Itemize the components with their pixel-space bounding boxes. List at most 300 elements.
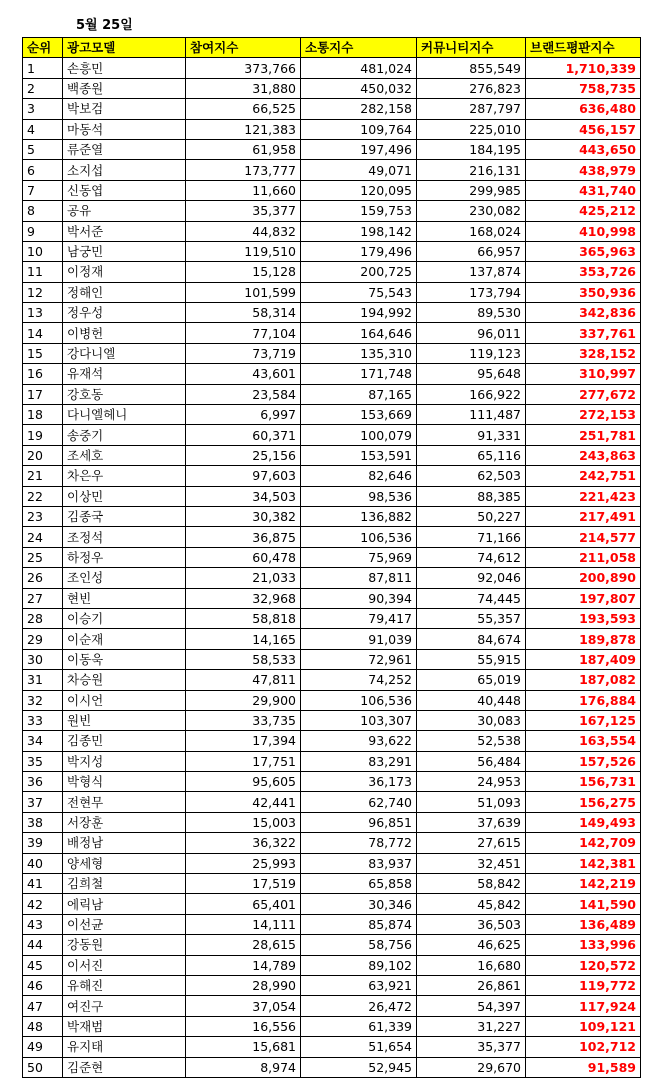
- cell-participation: 33,735: [186, 710, 301, 730]
- cell-community: 74,445: [417, 588, 526, 608]
- table-row: [23, 139, 641, 159]
- cell-rank: 28: [23, 608, 63, 628]
- cell-rank: 13: [23, 303, 63, 323]
- table-row: [23, 527, 641, 547]
- cell-rank: 37: [23, 792, 63, 812]
- cell-participation: 101,599: [186, 282, 301, 302]
- cell-model: 신동엽: [63, 180, 186, 200]
- table-row: [23, 894, 641, 914]
- cell-community: 137,874: [417, 262, 526, 282]
- cell-participation: 35,377: [186, 201, 301, 221]
- cell-communication: 52,945: [301, 1057, 417, 1077]
- cell-model: 박서준: [63, 221, 186, 241]
- cell-participation: 77,104: [186, 323, 301, 343]
- cell-community: 45,842: [417, 894, 526, 914]
- cell-community: 29,670: [417, 1057, 526, 1077]
- cell-rank: 41: [23, 874, 63, 894]
- table-row: [23, 99, 641, 119]
- cell-rank: 11: [23, 262, 63, 282]
- cell-participation: 47,811: [186, 670, 301, 690]
- cell-participation: 30,382: [186, 506, 301, 526]
- cell-model: 이서진: [63, 955, 186, 975]
- header-model: 광고모델: [63, 38, 186, 58]
- cell-model: 김종국: [63, 506, 186, 526]
- cell-participation: 58,314: [186, 303, 301, 323]
- cell-brand-reputation: 136,489: [526, 914, 641, 934]
- cell-rank: 1: [23, 58, 63, 78]
- cell-rank: 20: [23, 445, 63, 465]
- table-row: [23, 364, 641, 384]
- cell-communication: 87,165: [301, 384, 417, 404]
- cell-model: 백종원: [63, 78, 186, 98]
- cell-rank: 46: [23, 975, 63, 995]
- cell-communication: 79,417: [301, 608, 417, 628]
- cell-model: 박지성: [63, 751, 186, 771]
- cell-brand-reputation: 365,963: [526, 241, 641, 261]
- cell-brand-reputation: 272,153: [526, 405, 641, 425]
- cell-community: 184,195: [417, 139, 526, 159]
- cell-rank: 44: [23, 935, 63, 955]
- table-row: [23, 119, 641, 139]
- cell-rank: 42: [23, 894, 63, 914]
- cell-rank: 8: [23, 201, 63, 221]
- table-row: [23, 303, 641, 323]
- cell-brand-reputation: 163,554: [526, 731, 641, 751]
- cell-rank: 50: [23, 1057, 63, 1077]
- cell-communication: 26,472: [301, 996, 417, 1016]
- table-row: [23, 547, 641, 567]
- cell-model: 이정재: [63, 262, 186, 282]
- cell-communication: 61,339: [301, 1016, 417, 1036]
- cell-brand-reputation: 425,212: [526, 201, 641, 221]
- cell-community: 55,357: [417, 608, 526, 628]
- cell-participation: 36,322: [186, 833, 301, 853]
- cell-model: 강동원: [63, 935, 186, 955]
- cell-model: 이승기: [63, 608, 186, 628]
- cell-brand-reputation: 142,709: [526, 833, 641, 853]
- cell-rank: 39: [23, 833, 63, 853]
- cell-participation: 61,958: [186, 139, 301, 159]
- cell-brand-reputation: 193,593: [526, 608, 641, 628]
- cell-communication: 58,756: [301, 935, 417, 955]
- cell-participation: 14,165: [186, 629, 301, 649]
- cell-communication: 90,394: [301, 588, 417, 608]
- cell-community: 299,985: [417, 180, 526, 200]
- cell-communication: 106,536: [301, 690, 417, 710]
- cell-model: 유재석: [63, 364, 186, 384]
- cell-community: 66,957: [417, 241, 526, 261]
- cell-brand-reputation: 342,836: [526, 303, 641, 323]
- cell-brand-reputation: 109,121: [526, 1016, 641, 1036]
- table-row: [23, 241, 641, 261]
- cell-model: 송중기: [63, 425, 186, 445]
- cell-participation: 60,478: [186, 547, 301, 567]
- cell-communication: 197,496: [301, 139, 417, 159]
- cell-brand-reputation: 197,807: [526, 588, 641, 608]
- cell-model: 조세호: [63, 445, 186, 465]
- cell-community: 88,385: [417, 486, 526, 506]
- cell-rank: 30: [23, 649, 63, 669]
- cell-community: 216,131: [417, 160, 526, 180]
- cell-community: 46,625: [417, 935, 526, 955]
- table-row: [23, 670, 641, 690]
- table-row: [23, 710, 641, 730]
- cell-model: 조인성: [63, 568, 186, 588]
- cell-participation: 34,503: [186, 486, 301, 506]
- cell-rank: 15: [23, 343, 63, 363]
- cell-community: 55,915: [417, 649, 526, 669]
- cell-brand-reputation: 438,979: [526, 160, 641, 180]
- table-row: [23, 323, 641, 343]
- cell-communication: 96,851: [301, 812, 417, 832]
- cell-communication: 179,496: [301, 241, 417, 261]
- cell-community: 52,538: [417, 731, 526, 751]
- header-brand-reputation: 브랜드평판지수: [526, 38, 641, 58]
- header-participation: 참여지수: [186, 38, 301, 58]
- cell-community: 56,484: [417, 751, 526, 771]
- table-row: [23, 568, 641, 588]
- cell-brand-reputation: 119,772: [526, 975, 641, 995]
- cell-communication: 106,536: [301, 527, 417, 547]
- table-row: [23, 1016, 641, 1036]
- cell-participation: 25,993: [186, 853, 301, 873]
- cell-brand-reputation: 102,712: [526, 1037, 641, 1057]
- cell-rank: 23: [23, 506, 63, 526]
- cell-communication: 120,095: [301, 180, 417, 200]
- table-body: [23, 58, 641, 1078]
- cell-communication: 153,669: [301, 405, 417, 425]
- cell-model: 정우성: [63, 303, 186, 323]
- cell-brand-reputation: 456,157: [526, 119, 641, 139]
- cell-brand-reputation: 217,491: [526, 506, 641, 526]
- cell-rank: 49: [23, 1037, 63, 1057]
- cell-rank: 18: [23, 405, 63, 425]
- table-row: [23, 935, 641, 955]
- cell-model: 김종민: [63, 731, 186, 751]
- cell-communication: 83,937: [301, 853, 417, 873]
- cell-model: 양세형: [63, 853, 186, 873]
- cell-participation: 42,441: [186, 792, 301, 812]
- cell-communication: 153,591: [301, 445, 417, 465]
- cell-brand-reputation: 149,493: [526, 812, 641, 832]
- cell-community: 65,019: [417, 670, 526, 690]
- cell-model: 유지태: [63, 1037, 186, 1057]
- cell-communication: 74,252: [301, 670, 417, 690]
- cell-community: 36,503: [417, 914, 526, 934]
- table-row: [23, 221, 641, 241]
- cell-participation: 23,584: [186, 384, 301, 404]
- cell-rank: 4: [23, 119, 63, 139]
- cell-participation: 25,156: [186, 445, 301, 465]
- cell-communication: 30,346: [301, 894, 417, 914]
- table-row: [23, 772, 641, 792]
- table-row: [23, 506, 641, 526]
- cell-community: 119,123: [417, 343, 526, 363]
- cell-community: 855,549: [417, 58, 526, 78]
- table-row: [23, 975, 641, 995]
- cell-model: 유해진: [63, 975, 186, 995]
- cell-participation: 11,660: [186, 180, 301, 200]
- cell-brand-reputation: 187,409: [526, 649, 641, 669]
- cell-participation: 8,974: [186, 1057, 301, 1077]
- table-row: [23, 996, 641, 1016]
- brand-reputation-table: [22, 37, 641, 1078]
- cell-brand-reputation: 443,650: [526, 139, 641, 159]
- cell-model: 조정석: [63, 527, 186, 547]
- table-row: [23, 445, 641, 465]
- cell-rank: 5: [23, 139, 63, 159]
- cell-participation: 6,997: [186, 405, 301, 425]
- table-row: [23, 874, 641, 894]
- cell-model: 마동석: [63, 119, 186, 139]
- cell-community: 92,046: [417, 568, 526, 588]
- cell-communication: 89,102: [301, 955, 417, 975]
- cell-rank: 36: [23, 772, 63, 792]
- cell-community: 30,083: [417, 710, 526, 730]
- cell-communication: 481,024: [301, 58, 417, 78]
- cell-participation: 17,394: [186, 731, 301, 751]
- table-row: [23, 486, 641, 506]
- cell-rank: 9: [23, 221, 63, 241]
- cell-communication: 159,753: [301, 201, 417, 221]
- cell-model: 공유: [63, 201, 186, 221]
- cell-brand-reputation: 310,997: [526, 364, 641, 384]
- cell-model: 이시언: [63, 690, 186, 710]
- cell-model: 이동욱: [63, 649, 186, 669]
- cell-brand-reputation: 214,577: [526, 527, 641, 547]
- cell-model: 이순재: [63, 629, 186, 649]
- cell-brand-reputation: 243,863: [526, 445, 641, 465]
- cell-community: 168,024: [417, 221, 526, 241]
- cell-brand-reputation: 1,710,339: [526, 58, 641, 78]
- cell-brand-reputation: 636,480: [526, 99, 641, 119]
- cell-community: 173,794: [417, 282, 526, 302]
- cell-communication: 75,543: [301, 282, 417, 302]
- cell-model: 남궁민: [63, 241, 186, 261]
- cell-rank: 12: [23, 282, 63, 302]
- table-row: [23, 853, 641, 873]
- cell-participation: 21,033: [186, 568, 301, 588]
- cell-community: 51,093: [417, 792, 526, 812]
- cell-communication: 87,811: [301, 568, 417, 588]
- cell-community: 26,861: [417, 975, 526, 995]
- cell-community: 74,612: [417, 547, 526, 567]
- cell-participation: 15,003: [186, 812, 301, 832]
- table-row: [23, 629, 641, 649]
- table-row: [23, 792, 641, 812]
- cell-model: 여진구: [63, 996, 186, 1016]
- cell-brand-reputation: 211,058: [526, 547, 641, 567]
- table-row: [23, 282, 641, 302]
- cell-rank: 21: [23, 466, 63, 486]
- cell-community: 225,010: [417, 119, 526, 139]
- cell-communication: 198,142: [301, 221, 417, 241]
- cell-rank: 38: [23, 812, 63, 832]
- cell-rank: 45: [23, 955, 63, 975]
- cell-brand-reputation: 117,924: [526, 996, 641, 1016]
- cell-rank: 40: [23, 853, 63, 873]
- cell-brand-reputation: 156,275: [526, 792, 641, 812]
- cell-community: 95,648: [417, 364, 526, 384]
- cell-rank: 48: [23, 1016, 63, 1036]
- cell-participation: 95,605: [186, 772, 301, 792]
- cell-communication: 103,307: [301, 710, 417, 730]
- cell-rank: 2: [23, 78, 63, 98]
- cell-rank: 32: [23, 690, 63, 710]
- cell-brand-reputation: 328,152: [526, 343, 641, 363]
- table-row: [23, 690, 641, 710]
- cell-community: 111,487: [417, 405, 526, 425]
- cell-model: 서장훈: [63, 812, 186, 832]
- cell-community: 287,797: [417, 99, 526, 119]
- cell-participation: 58,533: [186, 649, 301, 669]
- cell-model: 박보검: [63, 99, 186, 119]
- cell-brand-reputation: 200,890: [526, 568, 641, 588]
- cell-model: 손흥민: [63, 58, 186, 78]
- cell-communication: 200,725: [301, 262, 417, 282]
- table-row: [23, 588, 641, 608]
- cell-rank: 43: [23, 914, 63, 934]
- cell-participation: 65,401: [186, 894, 301, 914]
- table-row: [23, 751, 641, 771]
- cell-rank: 6: [23, 160, 63, 180]
- cell-community: 89,530: [417, 303, 526, 323]
- cell-communication: 83,291: [301, 751, 417, 771]
- date-label: 5월 25일: [76, 18, 133, 33]
- cell-community: 27,615: [417, 833, 526, 853]
- cell-communication: 450,032: [301, 78, 417, 98]
- cell-model: 김희철: [63, 874, 186, 894]
- cell-brand-reputation: 758,735: [526, 78, 641, 98]
- cell-model: 이병헌: [63, 323, 186, 343]
- cell-communication: 85,874: [301, 914, 417, 934]
- cell-communication: 171,748: [301, 364, 417, 384]
- table-row: [23, 608, 641, 628]
- cell-participation: 66,525: [186, 99, 301, 119]
- cell-community: 35,377: [417, 1037, 526, 1057]
- cell-brand-reputation: 167,125: [526, 710, 641, 730]
- cell-communication: 65,858: [301, 874, 417, 894]
- cell-communication: 194,992: [301, 303, 417, 323]
- cell-community: 50,227: [417, 506, 526, 526]
- cell-model: 강호동: [63, 384, 186, 404]
- cell-participation: 58,818: [186, 608, 301, 628]
- cell-communication: 136,882: [301, 506, 417, 526]
- cell-community: 16,680: [417, 955, 526, 975]
- table-row: [23, 160, 641, 180]
- cell-brand-reputation: 410,998: [526, 221, 641, 241]
- cell-participation: 44,832: [186, 221, 301, 241]
- cell-community: 91,331: [417, 425, 526, 445]
- cell-rank: 17: [23, 384, 63, 404]
- cell-model: 소지섭: [63, 160, 186, 180]
- cell-rank: 24: [23, 527, 63, 547]
- cell-model: 정해인: [63, 282, 186, 302]
- cell-model: 전현무: [63, 792, 186, 812]
- header-communication: 소통지수: [301, 38, 417, 58]
- table-row: [23, 180, 641, 200]
- cell-participation: 173,777: [186, 160, 301, 180]
- cell-brand-reputation: 242,751: [526, 466, 641, 486]
- cell-brand-reputation: 133,996: [526, 935, 641, 955]
- cell-communication: 98,536: [301, 486, 417, 506]
- cell-community: 62,503: [417, 466, 526, 486]
- table-row: [23, 425, 641, 445]
- cell-brand-reputation: 277,672: [526, 384, 641, 404]
- cell-communication: 78,772: [301, 833, 417, 853]
- cell-participation: 37,054: [186, 996, 301, 1016]
- cell-communication: 282,158: [301, 99, 417, 119]
- table-row: [23, 405, 641, 425]
- cell-brand-reputation: 221,423: [526, 486, 641, 506]
- table-row: [23, 955, 641, 975]
- cell-rank: 34: [23, 731, 63, 751]
- cell-participation: 14,111: [186, 914, 301, 934]
- cell-participation: 121,383: [186, 119, 301, 139]
- table-row: [23, 343, 641, 363]
- cell-participation: 15,128: [186, 262, 301, 282]
- cell-community: 40,448: [417, 690, 526, 710]
- cell-communication: 72,961: [301, 649, 417, 669]
- cell-community: 24,953: [417, 772, 526, 792]
- table-row: [23, 384, 641, 404]
- cell-communication: 36,173: [301, 772, 417, 792]
- cell-participation: 97,603: [186, 466, 301, 486]
- cell-rank: 7: [23, 180, 63, 200]
- cell-brand-reputation: 251,781: [526, 425, 641, 445]
- cell-model: 류준열: [63, 139, 186, 159]
- header-community: 커뮤니티지수: [417, 38, 526, 58]
- cell-brand-reputation: 120,572: [526, 955, 641, 975]
- cell-rank: 33: [23, 710, 63, 730]
- cell-communication: 164,646: [301, 323, 417, 343]
- cell-model: 원빈: [63, 710, 186, 730]
- cell-participation: 373,766: [186, 58, 301, 78]
- cell-community: 96,011: [417, 323, 526, 343]
- cell-communication: 109,764: [301, 119, 417, 139]
- cell-rank: 16: [23, 364, 63, 384]
- table-row: [23, 731, 641, 751]
- cell-model: 이상민: [63, 486, 186, 506]
- cell-participation: 36,875: [186, 527, 301, 547]
- cell-brand-reputation: 353,726: [526, 262, 641, 282]
- cell-community: 37,639: [417, 812, 526, 832]
- cell-communication: 93,622: [301, 731, 417, 751]
- cell-model: 김준현: [63, 1057, 186, 1077]
- cell-participation: 73,719: [186, 343, 301, 363]
- cell-brand-reputation: 189,878: [526, 629, 641, 649]
- cell-community: 84,674: [417, 629, 526, 649]
- cell-model: 현빈: [63, 588, 186, 608]
- table-row: [23, 914, 641, 934]
- table-row: [23, 649, 641, 669]
- cell-rank: 14: [23, 323, 63, 343]
- cell-model: 배정남: [63, 833, 186, 853]
- cell-communication: 100,079: [301, 425, 417, 445]
- cell-participation: 14,789: [186, 955, 301, 975]
- cell-brand-reputation: 142,219: [526, 874, 641, 894]
- cell-communication: 75,969: [301, 547, 417, 567]
- cell-brand-reputation: 176,884: [526, 690, 641, 710]
- cell-brand-reputation: 157,526: [526, 751, 641, 771]
- cell-participation: 28,990: [186, 975, 301, 995]
- cell-brand-reputation: 337,761: [526, 323, 641, 343]
- cell-community: 65,116: [417, 445, 526, 465]
- cell-rank: 22: [23, 486, 63, 506]
- cell-participation: 31,880: [186, 78, 301, 98]
- cell-communication: 135,310: [301, 343, 417, 363]
- cell-community: 32,451: [417, 853, 526, 873]
